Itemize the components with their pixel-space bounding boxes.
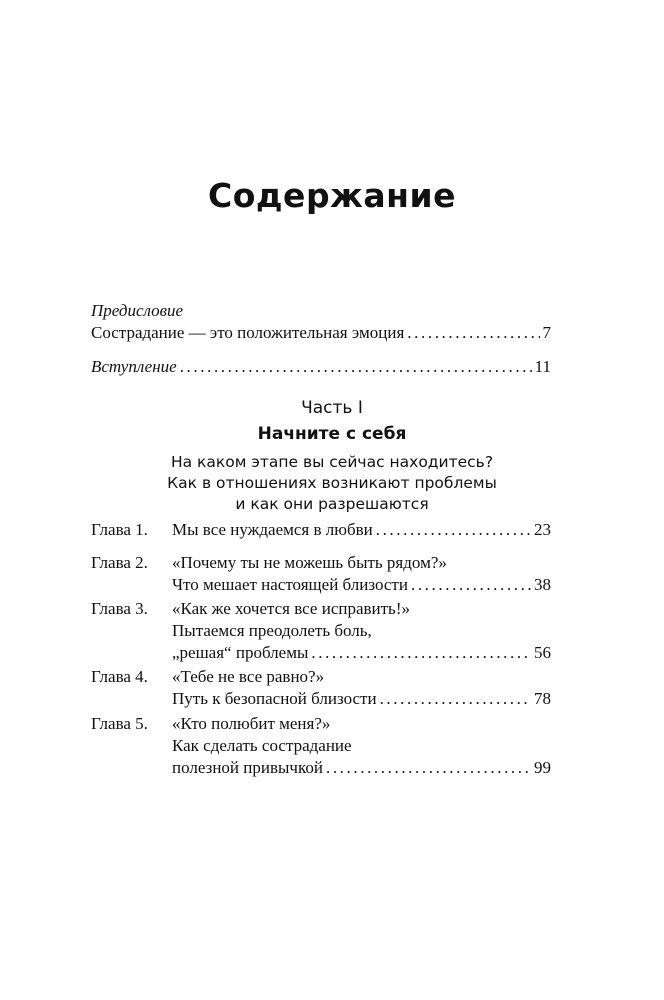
toc-entry-title: Мы все нуждаемся в любви [172,520,373,539]
toc-entry-chapter-3[interactable] [172,642,551,664]
toc-entry-title: Вступление [91,357,177,376]
chapter-2-label: Глава 2. [91,553,148,572]
toc-entry-title: „решая“ проблемы [172,643,309,662]
toc-entry-introduction[interactable] [91,356,551,378]
dot-leader [411,574,531,596]
toc-entry-page: 78 [534,689,551,708]
toc-entry-chapter-5[interactable] [172,757,551,779]
chapter-4-label: Глава 4. [91,667,148,686]
part-subtitle-line: и как они разрешаются [235,495,429,513]
dot-leader [376,519,531,541]
toc-entry-page: 38 [534,575,551,594]
dot-leader [407,322,539,344]
chapter-4-title-line: «Тебе не все равно?» [172,667,325,686]
toc-entry-page: 7 [542,323,551,342]
toc-entry-page: 99 [534,758,551,777]
chapter-5-title-line: «Кто полюбит меня?» [172,714,331,733]
dot-leader [180,356,532,378]
toc-entry-chapter-1[interactable] [172,519,551,541]
toc-entry-page: 23 [534,520,551,539]
chapter-5-title-line: Как сделать сострадание [172,736,352,755]
chapter-3-title-line: Пытаемся преодолеть боль, [172,621,372,640]
page-title: Содержание [208,176,456,215]
toc-entry-title: Что мешает настоящей близости [172,575,408,594]
toc-entry-preface[interactable] [91,322,551,344]
part-subtitle-line: На каком этапе вы сейчас находитесь? [170,453,494,471]
dot-leader [326,757,531,779]
toc-entry-page: 11 [534,357,551,376]
toc-entry-page: 56 [534,643,551,662]
chapter-5-label: Глава 5. [91,714,148,733]
toc-entry-title: Путь к безопасной близости [172,689,377,708]
chapter-2-title-line: «Почему ты не можешь быть рядом?» [172,553,447,572]
chapter-3-title-line: «Как же хочется все исправить!» [172,599,410,618]
toc-entry-title: Сострадание — это положительная эмоция [91,323,405,342]
toc-entry-chapter-2[interactable] [172,574,551,596]
toc-entry-title: полезной привычкой [172,758,323,777]
part-title: Начните с себя [257,424,407,444]
chapter-3-label: Глава 3. [91,599,148,618]
dot-leader [311,642,531,664]
part-label: Часть I [301,398,363,418]
toc-entry-chapter-4[interactable] [172,688,551,710]
part-subtitle-line: Как в отношениях возникают проблемы [167,474,497,492]
dot-leader [380,688,531,710]
chapter-1-label: Глава 1. [91,520,148,539]
preface-label: Предисловие [91,301,184,320]
